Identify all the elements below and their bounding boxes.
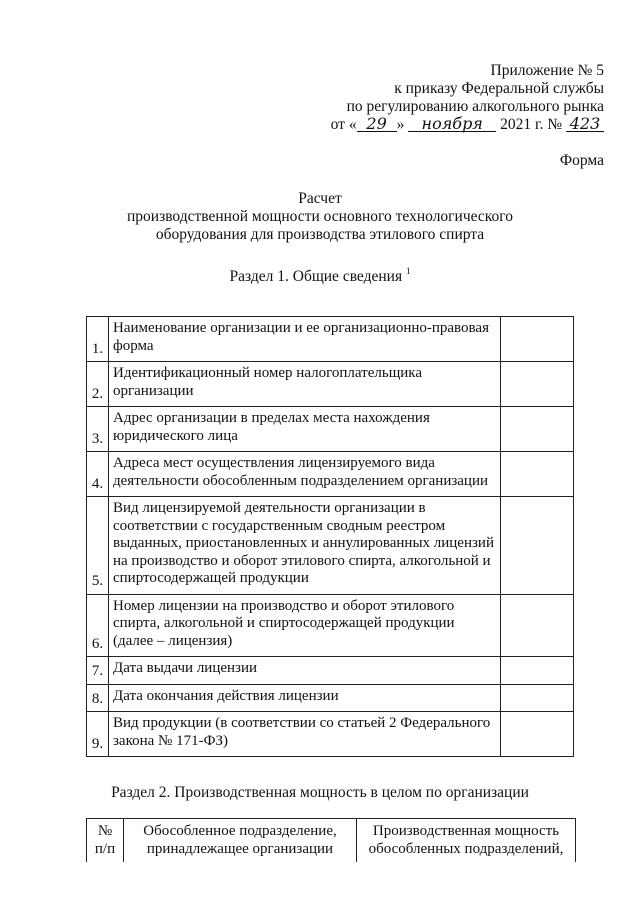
order-date-line: от « 29 » ноября 2021 г. № 423 bbox=[331, 116, 604, 134]
row-description: Дата выдачи лицензии bbox=[109, 657, 501, 685]
agency-name: по регулированию алкогольного рынка bbox=[346, 98, 604, 115]
row-description: Наименование организации и ее организационно-правовая форма bbox=[109, 317, 501, 362]
row-description: Адреса мест осуществления лицензируемого вида деятельности обособленным подразделением организации bbox=[109, 452, 501, 497]
row-number: 8. bbox=[87, 684, 109, 712]
footnote-marker: 1 bbox=[405, 266, 411, 276]
row-description: Адрес организации в пределах места нахождения юридического лица bbox=[109, 407, 501, 452]
row-number: 7. bbox=[87, 657, 109, 685]
row-number: 6. bbox=[87, 594, 109, 657]
row-value-cell[interactable] bbox=[501, 594, 574, 657]
date-month: ноября bbox=[408, 116, 496, 132]
table-row bbox=[87, 362, 574, 407]
row-value-cell[interactable] bbox=[501, 712, 574, 757]
section-1-title: Раздел 1. Общие сведения bbox=[229, 268, 403, 285]
row-value-cell[interactable] bbox=[501, 362, 574, 407]
header-subdivision-line-2: принадлежащее организации bbox=[146, 840, 334, 857]
row-number: 9. bbox=[87, 712, 109, 757]
header-number-line-2: п/п bbox=[94, 840, 116, 857]
title-line-2: производственной мощности основного технологического bbox=[127, 208, 513, 225]
table-row bbox=[87, 684, 574, 712]
row-number: 1. bbox=[87, 317, 109, 362]
date-prefix: от « bbox=[330, 116, 357, 133]
row-value-cell[interactable] bbox=[501, 452, 574, 497]
row-value-cell[interactable] bbox=[501, 407, 574, 452]
table-row bbox=[87, 712, 574, 757]
table-row bbox=[87, 452, 574, 497]
capacity-table bbox=[86, 818, 576, 862]
row-number: 2. bbox=[87, 362, 109, 407]
header-capacity-line-1: Производственная мощность bbox=[372, 823, 560, 839]
row-description: Номер лицензии на производство и оборот этилового спирта, алкогольной и спиртосодержащей продукции (далее – лицензия) bbox=[109, 594, 501, 657]
title-line-3: оборудования для производства этилового спирта bbox=[155, 226, 485, 243]
table-row bbox=[87, 594, 574, 657]
row-value-cell[interactable] bbox=[501, 657, 574, 685]
appendix-number: Приложение № 5 bbox=[490, 62, 604, 79]
header-cell-capacity bbox=[357, 819, 576, 863]
table-row bbox=[87, 317, 574, 362]
order-reference: к приказу Федеральной службы bbox=[394, 80, 604, 97]
section-1-heading bbox=[0, 266, 640, 286]
title-line-1: Расчет bbox=[298, 190, 342, 207]
capacity-table-header bbox=[87, 819, 576, 863]
table-row bbox=[87, 407, 574, 452]
date-day: 29 bbox=[357, 116, 397, 132]
header-subdivision-line-1: Обособленное подразделение, bbox=[143, 823, 337, 839]
row-description: Идентификационный номер налогоплательщика организации bbox=[109, 362, 501, 407]
row-number: 3. bbox=[87, 407, 109, 452]
section-2-heading: Раздел 2. Производственная мощность в целом по организации bbox=[111, 784, 529, 801]
row-number: 4. bbox=[87, 452, 109, 497]
order-number: 423 bbox=[566, 116, 604, 132]
header-cell-number bbox=[87, 819, 124, 863]
document-title bbox=[0, 190, 640, 244]
form-label: Форма bbox=[559, 152, 604, 169]
date-year-number-label: 2021 г. № bbox=[500, 116, 563, 133]
header-cell-subdivision bbox=[124, 819, 357, 863]
row-number: 5. bbox=[87, 497, 109, 595]
row-description: Дата окончания действия лицензии bbox=[109, 684, 501, 712]
header-capacity-line-2: обособленных подразделений, bbox=[368, 840, 564, 857]
row-description: Вид лицензируемой деятельности организации в соответствии с государственным сводным реестром выданных, приостановленных и аннулированных лицензий на производство и оборот этилового спирта, алкогольной и спиртосодержащей продукции bbox=[109, 497, 501, 595]
row-value-cell[interactable] bbox=[501, 317, 574, 362]
header-number-line-1: № bbox=[97, 823, 113, 839]
row-description: Вид продукции (в соответствии со статьей 2 Федерального закона № 171-ФЗ) bbox=[109, 712, 501, 757]
row-value-cell[interactable] bbox=[501, 684, 574, 712]
table-row bbox=[87, 657, 574, 685]
row-value-cell[interactable] bbox=[501, 497, 574, 595]
general-info-table bbox=[86, 316, 574, 757]
table-row bbox=[87, 497, 574, 595]
appendix-header bbox=[331, 62, 604, 134]
